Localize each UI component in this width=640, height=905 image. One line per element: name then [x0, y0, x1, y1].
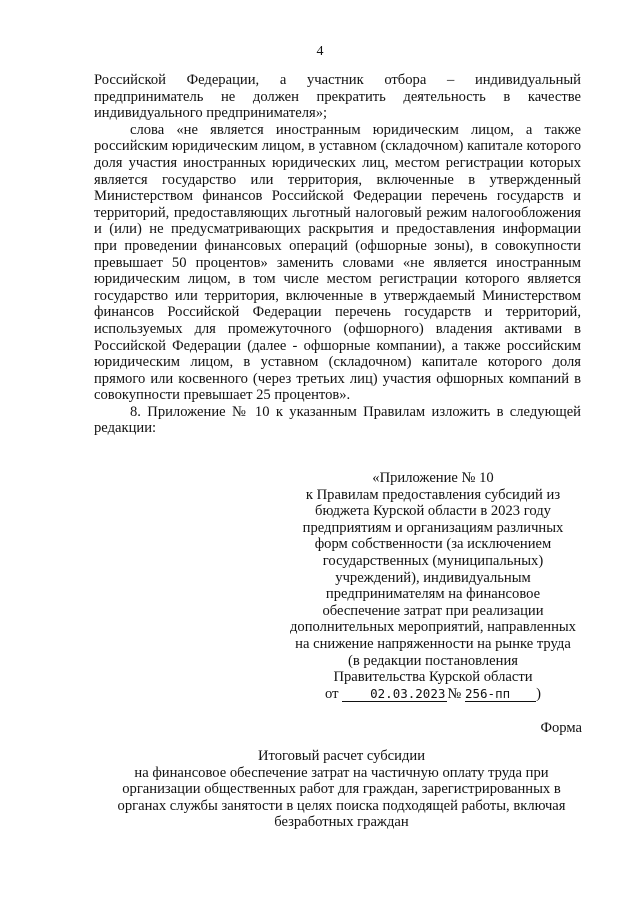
title-line: на финансовое обеспечение затрат на частичную оплату труда при — [134, 764, 549, 781]
title-line: безработных граждан — [274, 814, 409, 831]
appendix-line: обеспечение затрат при реализации — [322, 602, 544, 619]
appendix-line: дополнительных мероприятий, направленных — [290, 619, 576, 636]
title-line: органах службы занятости в целях поиска подходящей работы, включая — [117, 797, 566, 814]
paragraph-words-replacement: слова «не является иностранным юридическим лицом, а также российским юридическим лицом, в уставном (складочном) капитале которого доля участия иностранных юридических лиц, местом регистрации которых является государство или территория, включенные в утвержденный Министерством финансов Российской Федерации перечень государств и территорий, предоставляющих льготный налоговый режим налогообложения и (или) не предусматривающих раскрытия и предоставления информации при проведении финансовых операций (офшорные зоны), в совокупности превышает 50 процентов» заменить словами «не является иностранным юридическим лицом, в том числе местом регистрации которого является государство или территория, включенные в утверждаемый Министерством финансов Российской Федерации перечень государств и территорий, используемых для промежуточного (офшорного) владения активами в Российской Федерации (далее - офшорные компании), а также российским юридическим лицом, в уставном (складочном) капитале которого доля прямого или косвенного (через третьих лиц) участия офшорных компаний в совокупности превышает 25 процентов». — [94, 121, 581, 404]
date-value: 02.03.2023 — [342, 687, 447, 702]
appendix-header — [278, 470, 588, 702]
appendix-line: учреждений), индивидуальным — [335, 569, 531, 586]
form-label: Форма — [540, 720, 582, 736]
appendix-line: Правительства Курской области — [333, 669, 533, 686]
title-line: организации общественных работ для граждан, зарегистрированных в — [122, 781, 561, 798]
closing-paren: ) — [536, 685, 542, 702]
paragraph-continuation: Российской Федерации, а участник отбора – индивидуальный предприниматель не должен прекратить деятельность в качестве индивидуального предпринимателя»; — [94, 72, 581, 122]
document-title — [94, 748, 589, 831]
appendix-line: предпринимателям на финансовое — [325, 586, 541, 603]
paragraph-item-8: 8. Приложение № 10 к указанным Правилам изложить в следующей редакции: — [94, 403, 581, 437]
appendix-line: к Правилам предоставления субсидий из — [305, 486, 561, 503]
date-prefix: от — [324, 685, 339, 702]
decree-date-line — [278, 686, 588, 703]
appendix-line: (в редакции постановления — [348, 652, 518, 669]
appendix-line: «Приложение № 10 — [372, 470, 494, 486]
body-text — [94, 72, 581, 437]
number-value: 256-пп — [465, 687, 536, 702]
page-number: 4 — [316, 44, 324, 59]
appendix-line: бюджета Курской области в 2023 году — [315, 503, 551, 520]
appendix-line: на снижение напряженности на рынке труда — [295, 635, 571, 652]
appendix-line: государственных (муниципальных) — [322, 552, 544, 569]
appendix-line: форм собственности (за исключением — [314, 536, 552, 553]
title-line: Итоговый расчет субсидии — [257, 748, 426, 764]
number-prefix: № — [447, 685, 462, 702]
appendix-line: предприятиям и организациям различных — [302, 519, 564, 536]
